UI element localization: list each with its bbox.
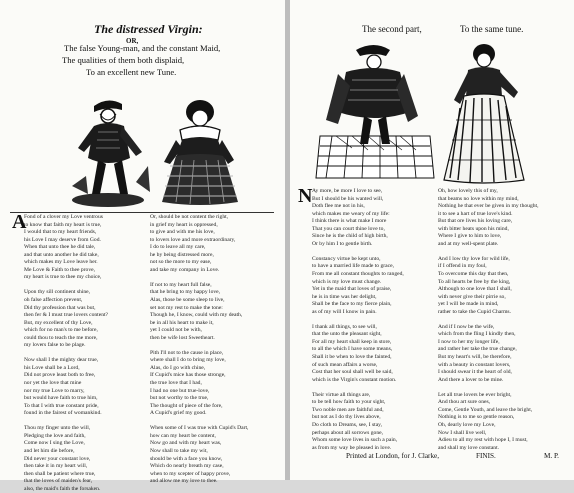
verse-line: and take my company in Love. [150, 266, 220, 273]
verse-line: and allow me my love to thee. [150, 478, 218, 485]
verse-line: And I low thy love for wild life, [438, 255, 510, 262]
printer-initials: M. P. [544, 452, 559, 460]
verse-line: To all hearts be free by the king, [438, 278, 511, 285]
verse-line: how can my heart be content, [150, 432, 216, 439]
verse-line: A Cupid's grief my good. [150, 410, 207, 417]
verse-line [312, 316, 436, 324]
verse-line: Two noble men are faithful and, [312, 406, 384, 413]
verse-line: could thou to teach the me more, [24, 334, 98, 341]
verse-line: Doth flee me not in his, [312, 203, 365, 210]
drop-cap: A [12, 211, 27, 233]
verse-line: The thought of piece of the fore, [150, 402, 223, 409]
subtitle-line-1: The false Young-man, and the constant Maid, [64, 43, 221, 53]
subtitle-line-2: The qualities of them both displaid, [62, 55, 185, 65]
verse-line: Cost that her soul shall well be said, [312, 369, 393, 376]
verse-line: I had no one but true-love, [150, 387, 210, 394]
verse-line: Oh, dearly love my Love, [438, 421, 496, 428]
verse-line: nor my true Love to marry, [24, 387, 85, 394]
verse-line: Alas, do I go with chine, [150, 364, 206, 371]
verse-line: but not worthy to the true, [150, 395, 209, 402]
verse-line: Come now I sing the Love, [24, 440, 85, 447]
woodcut-young-man [64, 96, 154, 208]
verse-line: then fer & I must true lovers content? [24, 312, 109, 319]
verse-line: Whom some love lives in such a pain, [312, 437, 398, 444]
verse-line: his Love I may deserve from God. [24, 236, 101, 243]
finis-mark: FINIS. [476, 452, 496, 460]
verse-line: if I offend in my foul, [438, 263, 487, 270]
verse-line: but not as I do thy lives above, [312, 414, 381, 421]
verse-line: But my heart's will, be therefore, [438, 354, 512, 361]
verse-line: I thank all things, to see will, [312, 323, 377, 330]
verse-line: to be tell how faith to your sight, [312, 399, 386, 406]
verse-line: set not my rest to make the tone: [150, 304, 223, 311]
verse-line: which from the fling I kindly then, [438, 331, 516, 338]
verse-line: Constancy virtue be kept unto, [312, 255, 381, 262]
verse-line: And there a lover to be mine. [438, 376, 504, 383]
verse-line: to have a married life made to grace, [312, 263, 394, 270]
verse-line: not so the more to my ease, [150, 259, 212, 266]
verse-column-right-second [438, 188, 566, 450]
second-part-title: The second part, [362, 24, 422, 34]
verse-line: my lovers false to be plage. [24, 342, 86, 349]
verse-line [312, 248, 436, 256]
verse-line: with bitter heats upon his mind, [438, 225, 509, 232]
verse-line: Although to one love that I shall, [438, 286, 512, 293]
verse-line: which makes me weary of my life: [312, 210, 390, 217]
verse-line: Now I shall live well, [438, 429, 487, 436]
verse-line: Ay more, be more I love to see, [312, 188, 383, 194]
verse-line: perhaps about all sorrows gone, [312, 429, 383, 436]
verse-line: If Cupid's mice has those stronge, [150, 372, 226, 379]
verse-line: the true love that I had, [150, 380, 202, 387]
verse-line: rather to take the Cupid Charms. [438, 308, 512, 315]
verse-line: with a beauty in constant lovers, [438, 361, 511, 368]
woodcut-gentleman [316, 40, 434, 182]
verse-line [24, 350, 148, 358]
verse-line: When that unto thee he did tale, [24, 244, 96, 251]
verse-line: And thou art sure ones, [438, 399, 491, 406]
imprint-line: Printed at London, for J. Clarke, [346, 452, 440, 460]
verse-line: Did not prove least both to free, [24, 372, 96, 379]
verse-line: Nothing is to me so gentle reason, [438, 414, 515, 421]
verse-line: Me Love & Faith to thee prove, [24, 266, 95, 273]
verse-line [438, 384, 566, 392]
verse-line: But, my excellent of thy Love, [24, 319, 93, 326]
verse-line: Shall be the face to my fierce plain, [312, 301, 392, 308]
verse-line: When some of I was true with Cupid's Dart, [150, 425, 249, 432]
verse-line: to give and with me his love, [150, 229, 215, 236]
verse-line: to all the which I have some means, [312, 346, 393, 353]
verse-line: then be wife lost Sweetheart. [150, 334, 215, 341]
verse-line: Now shall to take my wit, [150, 447, 208, 454]
subtitle-or: OR, [126, 37, 139, 45]
verse-line: yet I could not be with, [150, 327, 202, 334]
verse-line: Their virtue all things are, [312, 391, 371, 398]
verse-line: Now go and with my heart was, [150, 440, 222, 447]
verse-line [150, 342, 278, 350]
verse-line: Upon thy sill continent shine, [24, 289, 91, 296]
verse-line: to know that faith my heart is true, [24, 221, 102, 228]
verse-line: Shall it be when to love the fainted, [312, 354, 392, 361]
woodcut-woman [436, 40, 532, 186]
verse-line: my heart is true to thee my choice, [24, 274, 102, 281]
verse-line: he by being distressed more, [150, 251, 214, 258]
verse-line: For all my heart shall keep in store, [312, 338, 392, 345]
verse-line: Where I give to him to love, [438, 233, 502, 240]
tune-line: To an excellent new Tune. [86, 67, 177, 77]
verse-line: Come, Gentle Youth, and leave the bright, [438, 406, 533, 413]
verse-line [312, 384, 436, 392]
verse-line: be in all his heart to make it, [150, 319, 214, 326]
verse-line: Though he, I know, could with my death, [150, 312, 243, 319]
verse-line: where shall I do to bring my love, [150, 357, 226, 364]
verse-line: I would that to my heart friends, [24, 229, 97, 236]
left-page [0, 0, 285, 492]
verse-column-left-second [312, 188, 436, 450]
verse-line: To overcome this day that then, [438, 271, 509, 278]
verse-line: when to my scepter of happy prove, [150, 470, 231, 477]
verse-line: Did never your constant love, [24, 455, 91, 462]
verse-line: then take it in my heart will, [24, 463, 88, 470]
verse-line: oh false affection prevent, [24, 297, 83, 304]
verse-line: as of my will I know in pain. [312, 308, 377, 315]
verse-line: Do cloth to Dreams, see, I stay, [312, 421, 383, 428]
verse-line: and let him die before, [24, 447, 75, 454]
drop-cap-second: N [298, 185, 313, 207]
verse-line: which is my love must change. [312, 278, 382, 285]
verse-line: To that I with true constant pride, [24, 402, 99, 409]
verse-line: yet I will be made in mind, [438, 301, 499, 308]
verse-line: I think there is what make I more [312, 218, 387, 225]
verse-line: Adieu to all my rest with hope I, I must, [438, 437, 528, 444]
verse-line: I should swear it the heart of old, [438, 369, 512, 376]
verse-line: to lovers love and more extraordinary, [150, 236, 236, 243]
verse-line: in grief my heart is oppressed, [150, 221, 218, 228]
verse-line: that he bring to my happy love, [150, 289, 221, 296]
verse-line: it to see a hart of true love's kind. [438, 210, 513, 217]
verse-line: nor yet the love that mine [24, 380, 82, 387]
verse-line: also, the maid's faith the forsaken. [24, 485, 101, 492]
verse-line [150, 274, 278, 282]
verse-line: he is in time was her delight, [312, 293, 377, 300]
verse-line: Did thy profession that was but, [24, 304, 96, 311]
verse-line [438, 316, 566, 324]
verse-line: his Love shall be a Lord, [24, 364, 80, 371]
verse-line [438, 248, 566, 256]
verse-line: which makes my Love leave her. [24, 259, 98, 266]
verse-line: and shall my love constant. [438, 444, 500, 451]
verse-line: Oh, how lovely this of my, [438, 188, 498, 194]
verse-line: then shall be patient where true, [24, 470, 96, 477]
verse-line: that the loves of maiden's fear, [24, 478, 93, 485]
verse-line: That you can court thine love to, [312, 225, 385, 232]
verse-line: If not to my heart full false, [150, 281, 212, 288]
verse-line: But I should be his wanted will, [312, 195, 384, 202]
verse-line: But that ore lives his loving care, [438, 218, 513, 225]
tune-heading: To the same tune. [460, 24, 524, 34]
verse-line: Pledging the love and faith, [24, 432, 86, 439]
divider-rule [10, 212, 274, 213]
verse-line: Which do nearly breath my case, [150, 463, 224, 470]
verse-line: which is the Virgin's constant motion. [312, 376, 397, 383]
verse-line: with never give their pirrie so, [438, 293, 506, 300]
verse-line: I now to her my longer life, [438, 338, 500, 345]
verse-column-right [150, 214, 278, 485]
verse-line [24, 282, 148, 290]
verse-line: that the unto the pleasant sight, [312, 331, 382, 338]
verse-line: Alas, those be some sleep to live, [150, 297, 225, 304]
verse-line: From me all constant thoughts to ranged, [312, 271, 404, 278]
verse-line: Thou my finger unto the will, [24, 425, 91, 432]
verse-line: Pith I'll not to the cause in place, [150, 349, 224, 356]
right-page [290, 0, 574, 480]
verse-line: Nothing he that ever be given in my thought, [438, 203, 539, 210]
verse-line: and that unto another he did take, [24, 251, 99, 258]
verse-line: as from my way be pleased in love. [312, 444, 392, 451]
verse-line: Yet in the maid that loves of praise, [312, 286, 392, 293]
verse-line: And if I now be the wife, [438, 323, 495, 330]
ballad-title: The distressed Virgin: [94, 22, 203, 36]
verse-column-left [24, 214, 148, 492]
verse-line: Fond of a clover my Love ventrous [24, 214, 103, 220]
verse-line: Since he is the child of high birth, [312, 233, 388, 240]
verse-line: Let all true lovers be ever bright, [438, 391, 512, 398]
verse-line: but would have faith to true him, [24, 395, 98, 402]
verse-line: should be with a face you know, [150, 455, 223, 462]
verse-line: Now shall I the mighty dear true, [24, 357, 99, 364]
verse-line: Or by him I to gentle birth. [312, 240, 373, 247]
verse-line: I do to leave all my care, [150, 244, 206, 251]
woodcut-lady [154, 96, 246, 208]
verse-line: of such mean affairs a worse, [312, 361, 378, 368]
verse-line: and at my well-spent plate. [438, 240, 499, 247]
verse-line: that beams no love within my mind, [438, 195, 519, 202]
verse-line: and rather her take the true change, [438, 346, 517, 353]
verse-line: Or, should be not content the right, [150, 214, 229, 220]
verse-line: which for no man's to me before, [24, 327, 98, 334]
verse-line: found in the fairest of womankind. [24, 410, 102, 417]
